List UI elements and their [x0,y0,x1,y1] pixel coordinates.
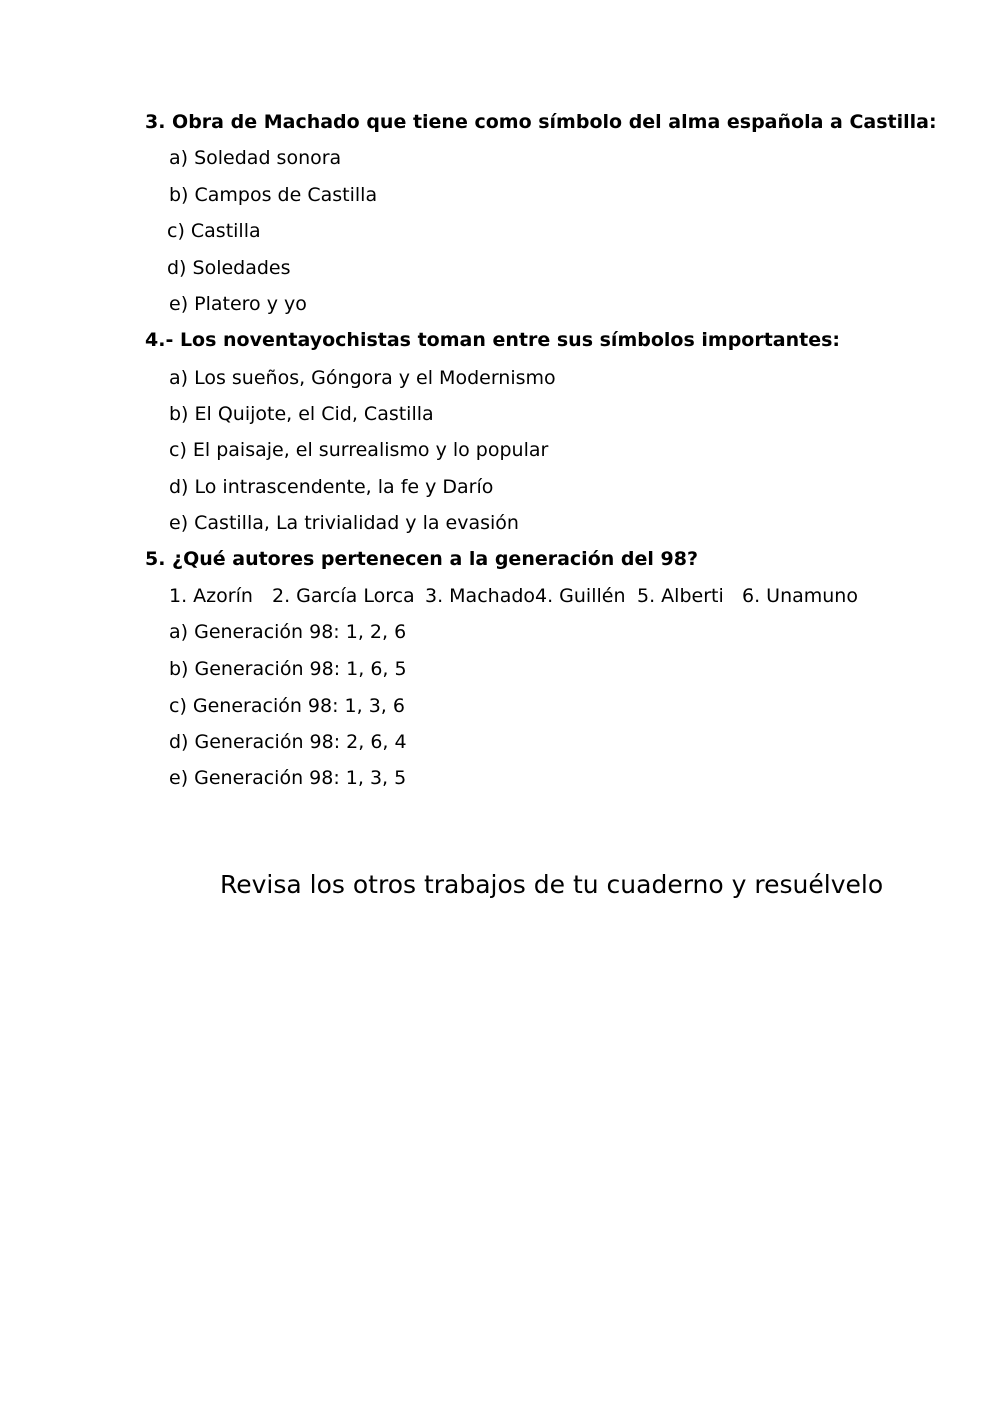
question-3-option-d: d) Soledades [167,257,291,279]
question-4-option-a: a) Los sueños, Góngora y el Modernismo [169,367,556,389]
question-3-option-c: c) Castilla [167,220,261,242]
question-4-title: 4.- Los noventayochistas toman entre sus símbolos importantes: [145,329,841,351]
author-item: 5. Alberti [637,585,724,607]
question-5-option-e: e) Generación 98: 1, 3, 5 [169,767,407,789]
author-item: 1. Azorín [169,585,253,607]
question-5-option-c: c) Generación 98: 1, 3, 6 [169,695,405,717]
question-4-option-d: d) Lo intrascendente, la fe y Darío [169,476,494,498]
author-item: 2. García Lorca [272,585,415,607]
question-3-option-b: b) Campos de Castilla [169,184,378,206]
authors-list [0,584,1000,608]
question-3-option-a: a) Soledad sonora [169,147,342,169]
author-item: 4. Guillén [535,585,626,607]
question-4-option-c: c) El paisaje, el surrealismo y lo popular [169,439,549,461]
author-item: 6. Unamuno [742,585,858,607]
question-5-option-a: a) Generación 98: 1, 2, 6 [169,621,407,643]
author-item: 3. Machado [425,585,536,607]
question-3-option-e: e) Platero y yo [169,293,307,315]
question-5-title: 5. ¿Qué autores pertenecen a la generación del 98? [145,548,698,570]
question-5-option-b: b) Generación 98: 1, 6, 5 [169,658,407,680]
question-4-option-b: b) El Quijote, el Cid, Castilla [169,403,434,425]
footer-instruction: Revisa los otros trabajos de tu cuaderno y resuélvelo [220,870,884,899]
question-5-option-d: d) Generación 98: 2, 6, 4 [169,731,407,753]
question-3-title: 3. Obra de Machado que tiene como símbolo del alma española a Castilla: [145,111,937,133]
question-4-option-e: e) Castilla, La trivialidad y la evasión [169,512,519,534]
